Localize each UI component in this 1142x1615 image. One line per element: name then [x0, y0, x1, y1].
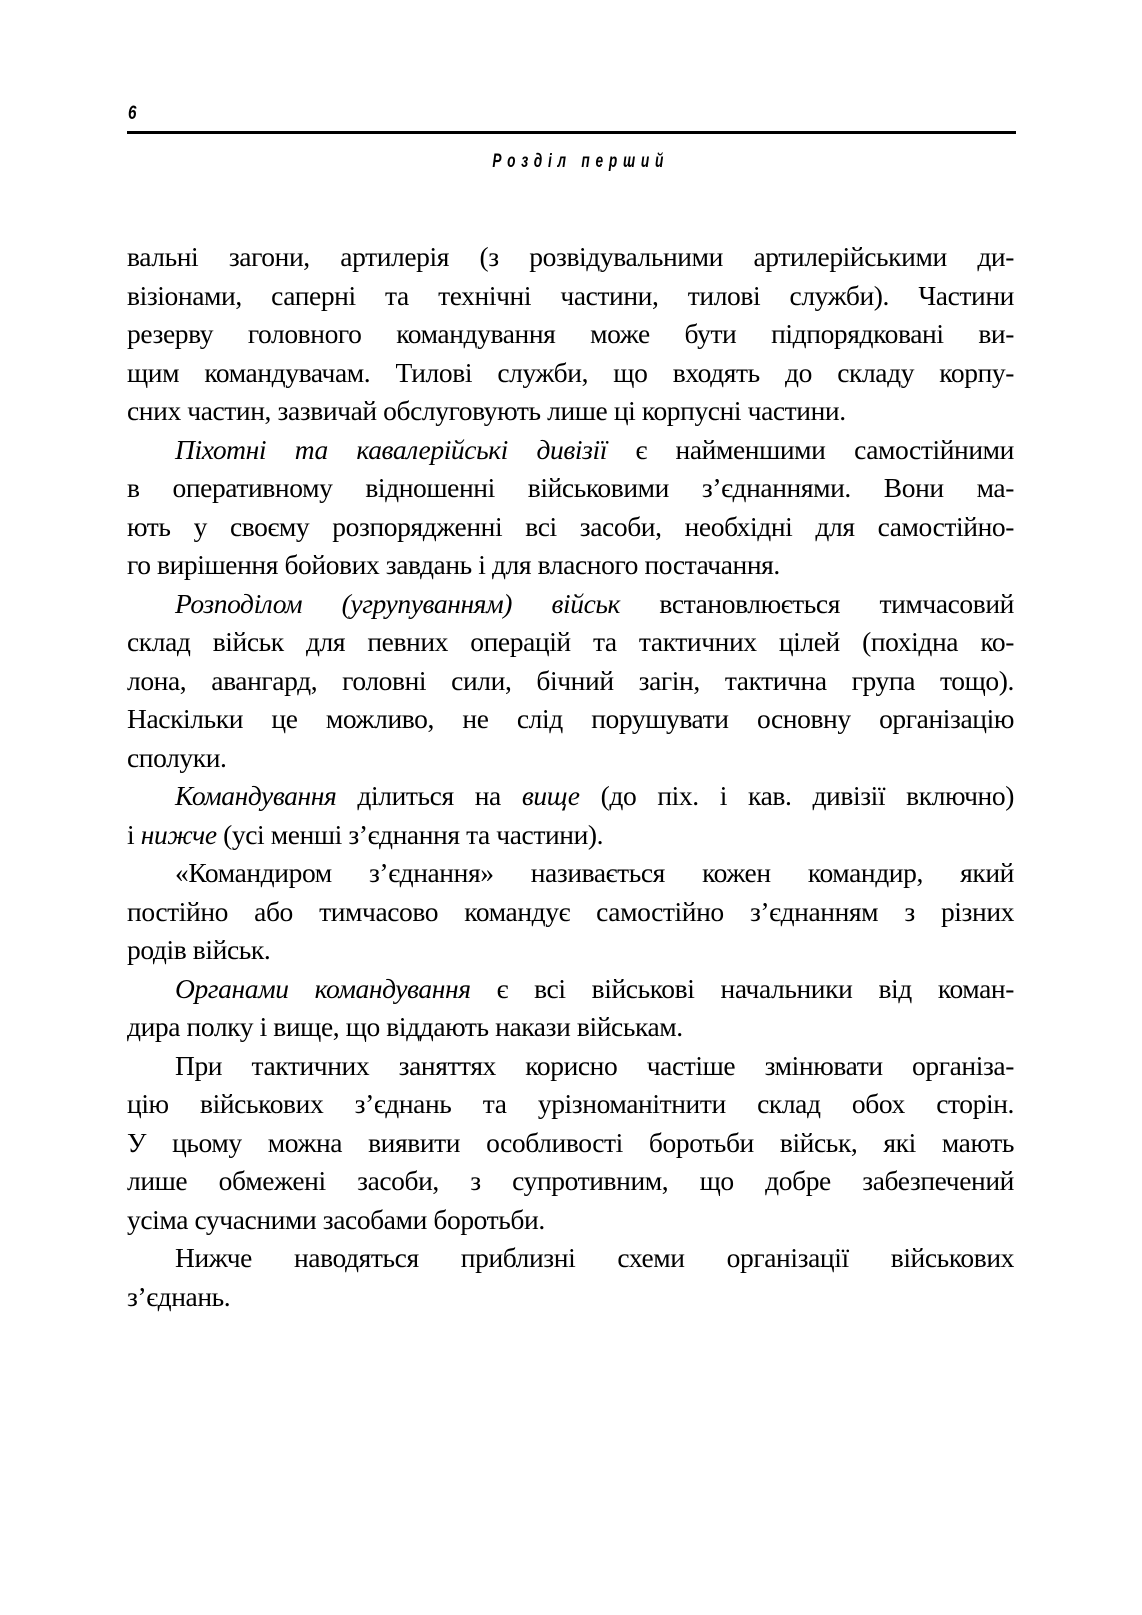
text-line: родів військ.	[127, 934, 271, 965]
running-head-text: Розділ перший	[492, 151, 670, 172]
text-line: Командування ділиться на вище (до піх. і кав. дивізії включно)	[175, 780, 1014, 811]
text-line: цію військових з’єднань та урізноманітнити склад обох сторін.	[127, 1088, 1014, 1119]
italic-term: вище	[521, 780, 580, 811]
text-line: Наскільки це можливо, не слід порушувати основну організацію	[127, 703, 1014, 734]
italic-term: Командування	[175, 780, 337, 811]
text-line: і нижче (усі менші з’єднання та частини).	[127, 818, 604, 850]
italic-term: Органами командування	[175, 972, 471, 1004]
text-line: Піхотні та кавалерійські дивізії є найменшими самостійними	[175, 433, 1014, 465]
text-line: Розподілом (угрупуванням) військ встановлюється тимчасовий	[175, 587, 1014, 619]
header-rule	[127, 131, 1016, 134]
text-line: сполуки.	[127, 741, 227, 773]
text-line: щим командувачам. Тилові служби, що входять до складу корпу-	[127, 356, 1014, 388]
text-line: резерву головного командування може бути підпорядковані ви-	[127, 318, 1014, 349]
body-text	[127, 238, 1014, 1316]
text-line: лише обмежені засоби, з супротивним, що добре забезпечений	[127, 1165, 1014, 1196]
text-line: постійно або тимчасово командує самостійно з’єднанням з різних	[127, 895, 1014, 927]
italic-term: Розподілом (угрупуванням) військ	[175, 587, 620, 619]
text-line: лона, авангард, головні сили, бічний загін, тактична група тощо).	[127, 664, 1014, 696]
text-line: сних частин, зазвичай обслуговують лише ці корпусні частини.	[127, 395, 846, 426]
text-line: Нижче наводяться приблизні схеми організації військових	[175, 1242, 1014, 1273]
paragraph	[127, 777, 1014, 854]
italic-term: Піхотні та кавалерійські дивізії	[175, 433, 607, 465]
paragraph	[127, 585, 1014, 778]
text-line: Органами командування є всі військові начальники від коман-	[175, 972, 1014, 1004]
text-line: візіонами, саперні та технічні частини, тилові служби). Частини	[127, 279, 1014, 311]
text-line: го вирішення бойових завдань і для власного постачання.	[127, 549, 780, 580]
paragraph	[127, 854, 1014, 970]
text-line: склад військ для певних операцій та тактичних цілей (похідна ко-	[127, 626, 1014, 657]
text-line: з’єднань.	[127, 1280, 231, 1312]
text-line: в оперативному відношенні військовими з’єднаннями. Вони ма-	[127, 472, 1014, 503]
paragraph	[127, 1047, 1014, 1240]
paragraph	[127, 431, 1014, 585]
paragraph	[127, 1239, 1014, 1316]
text-line: ють у своєму розпорядженні всі засоби, необхідні для самостійно-	[127, 510, 1014, 542]
running-head	[0, 150, 1142, 174]
text-line: усіма сучасними засобами боротьби.	[127, 1203, 545, 1235]
text-line: У цьому можна виявити особливості боротьби військ, які мають	[127, 1126, 1014, 1158]
text-line: дира полку і вище, що віддають накази військам.	[127, 1011, 683, 1042]
paragraph	[127, 970, 1014, 1047]
text-line: «Командиром з’єднання» називається кожен командир, який	[175, 857, 1014, 888]
paragraph	[127, 238, 1014, 431]
text-line: вальні загони, артилерія (з розвідувальними артилерійськими ди-	[127, 241, 1014, 272]
text-line: При тактичних заняттях корисно частіше змінювати організа-	[175, 1049, 1014, 1081]
italic-term: нижче	[140, 818, 217, 850]
page-number: 6	[128, 103, 137, 124]
